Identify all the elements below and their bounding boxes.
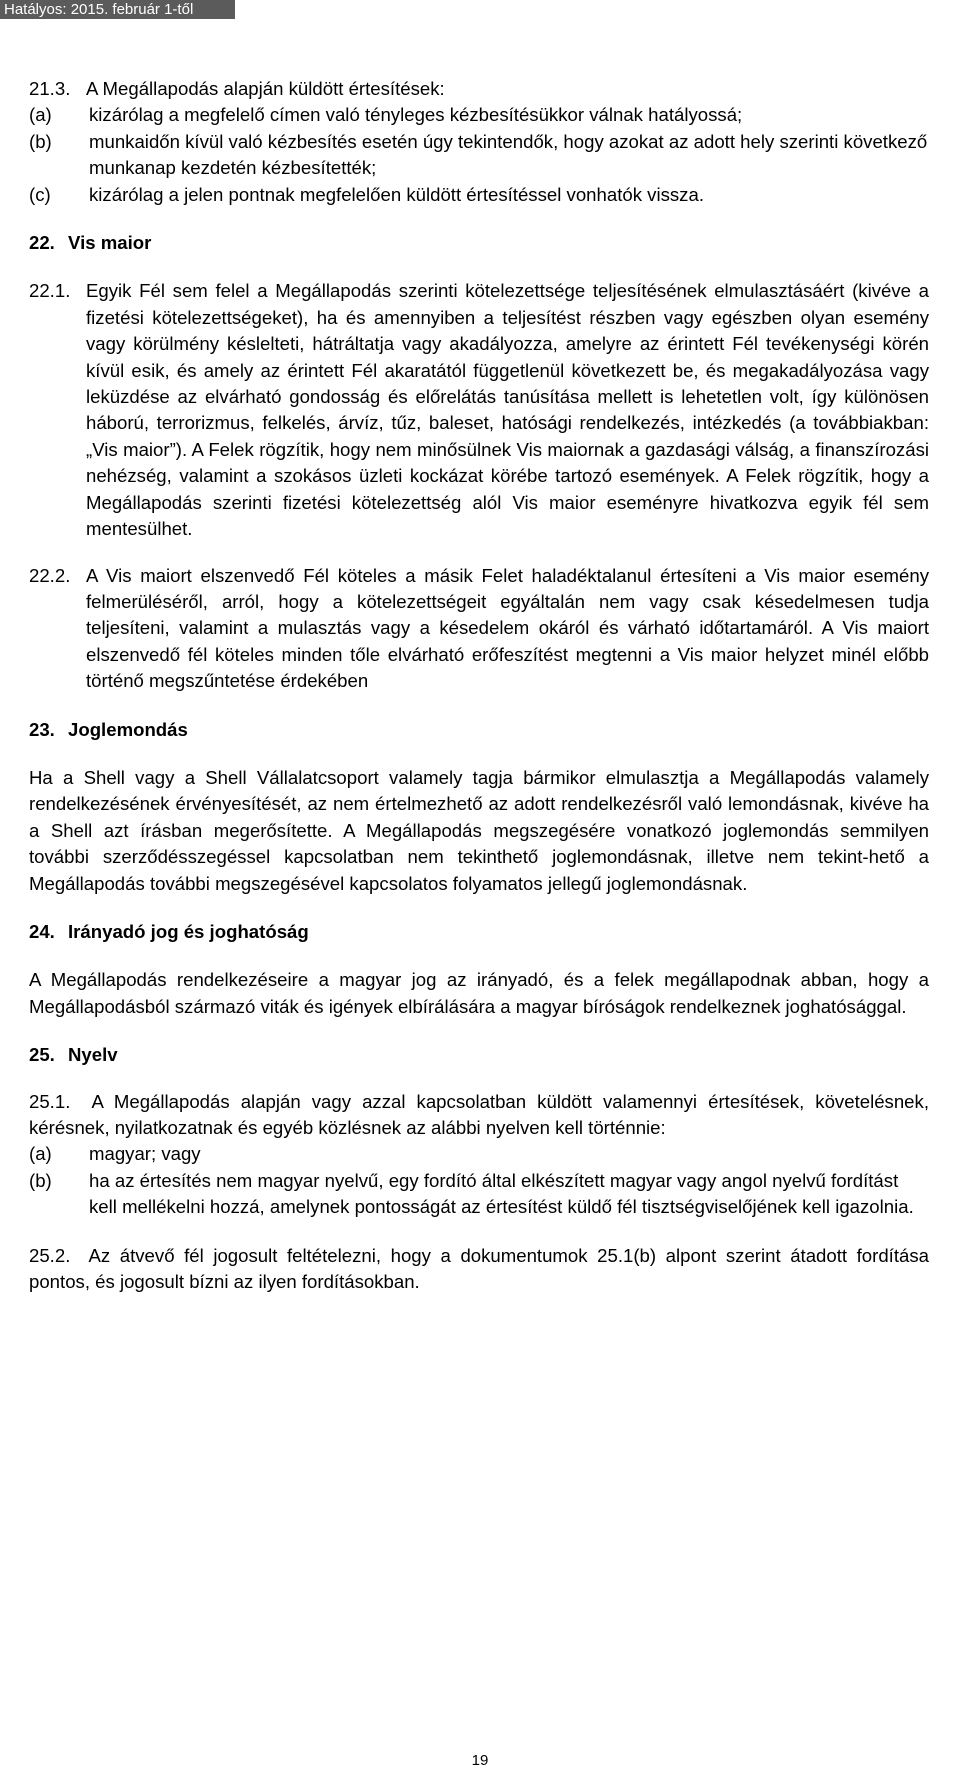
clause-25-1 [29, 1089, 929, 1142]
clause-number: 22.2. [29, 564, 71, 586]
clause-text: A Vis maiort elszenvedő Fél köteles a másik Felet haladéktalanul értesíteni a Vis maior esemény felmerüléséről, arról, hogy a kötelezettségeit egyáltalán nem vagy csak késedelmesen tudja teljesíteni, valamint a mulasztás vagy a késedelem okáról és várható időtartamáról. A Vis maiort elszenvedő fél köteles minden tőle elvárható erőfeszítést megtenni a Vis maior helyzet minél előbb történő megszűntetése érdekében [86, 564, 929, 692]
page-number: 19 [471, 1752, 489, 1769]
item-label: (a) [29, 1143, 52, 1165]
clause-22-2 [29, 563, 929, 695]
section-heading-24 [29, 919, 929, 945]
section-title: Joglemondás [68, 718, 188, 740]
list-item [29, 1168, 929, 1221]
clause-text: A Megállapodás alapján küldött értesítések: [86, 78, 445, 99]
clause-number: 22.1. [29, 280, 71, 302]
effective-date-header: Hatályos: 2015. február 1-től [0, 0, 235, 19]
clause-body: A Megállapodás alapján vagy azzal kapcsolatban küldött valamennyi értesítések, követelésnek, kérésnek, nyilatkozatnak és egyéb közlésnek az alábbi nyelven kell történnie: [29, 1090, 929, 1138]
section-text: A Megállapodás rendelkezéseire a magyar jog az irányadó, és a felek megállapodnak abban, hogy a Megállapodásból származó viták és igények elbírálására a magyar bíróságok rendelkeznek joghatósággal. [29, 969, 929, 1017]
item-label: (c) [29, 183, 51, 205]
section-heading-23 [29, 717, 929, 743]
item-text: kizárólag a megfelelő címen való tényleges kézbesítésükkor válnak hatályossá; [89, 104, 743, 126]
list-item [29, 182, 929, 208]
section-text: Ha a Shell vagy a Shell Vállalatcsoport valamely tagja bármikor elmulasztja a Megállapodás valamely rendelkezésének érvényesítését, az nem értelmezhető az adott rendelkezésről való lemondásnak, kivéve ha a Shell azt írásban megerősítette. A Megállapodás megszegésére vonatkozó joglemondás semmilyen további szerződésszegéssel kapcsolatban nem tekinthető joglemondásnak, illetve nem tekint-hető a Megállapodás további megszegésével kapcsolatos folyamatos jellegű joglemondásnak. [29, 766, 929, 894]
section-number: 24. [29, 920, 55, 942]
list-item [29, 1141, 929, 1167]
item-label: (b) [29, 1169, 52, 1191]
section-heading-22 [29, 230, 929, 256]
section-number: 25. [29, 1044, 55, 1066]
document-body [29, 76, 929, 1295]
section-number: 23. [29, 718, 55, 740]
section-title: Irányadó jog és joghatóság [68, 920, 309, 942]
item-text: munkaidőn kívül való kézbesítés esetén úgy tekintendők, hogy azokat az adott hely szerinti következő munkanap kezdetén kézbesítették; [89, 130, 928, 179]
item-label: (a) [29, 104, 52, 126]
item-text: ha az értesítés nem magyar nyelvű, egy fordító által elkészített magyar vagy angol nyelvű fordítást kell mellékelni hozzá, amelynek pontosságát az értesítést küldő fél tisztségviselőjének kell igazolnia. [89, 1169, 914, 1218]
clause-21-3 [29, 76, 929, 102]
clause-number: 25.2. [29, 1244, 71, 1266]
clause-text [29, 1243, 929, 1296]
clause-body: Az átvevő fél jogosult feltételezni, hogy a dokumentumok 25.1(b) alpont szerint átadott fordítása pontos, és jogosult bízni az ilyen fordításokban. [29, 1244, 929, 1293]
item-label: (b) [29, 130, 52, 152]
item-text: kizárólag a jelen pontnak megfelelően küldött értesítéssel vonhatók vissza. [89, 183, 704, 205]
section-number: 22. [29, 232, 55, 254]
section-title: Vis maior [68, 232, 152, 254]
clause-22-1 [29, 278, 929, 542]
clause-number: 21.3. [29, 78, 71, 99]
section-24-body [29, 967, 929, 1020]
list-item [29, 129, 929, 182]
section-heading-25 [29, 1042, 929, 1068]
section-title: Nyelv [68, 1044, 118, 1066]
section-23-body [29, 765, 929, 897]
clause-25-2 [29, 1243, 929, 1296]
clause-text [29, 1089, 929, 1142]
item-text: magyar; vagy [89, 1143, 201, 1165]
list-item [29, 102, 929, 128]
clause-text: Egyik Fél sem felel a Megállapodás szerinti kötelezettsége teljesítésének elmulasztásáért (kivéve a fizetési kötelezettségeket), ha és amennyiben a teljesítést részben vagy egészben olyan esemény vagy körülmény késlelteti, hátráltatja vagy akadályozza, amelyre az érintett Fél tevékenységi körén kívül esik, és amely az érintett Fél akaratától függetlenül következett be, és megakadályozása vagy leküzdése az elvárható gondosság és előrelátás tanúsítása mellett is lehetetlen volt, így különösen háború, terrorizmus, felkelés, árvíz, tűz, baleset, hatósági rendelkezés, intézkedés (a továbbiakban: „Vis maior”). A Felek rögzítik, hogy nem minősülnek Vis maiornak a gazdasági válság, a finanszírozási nehézség, valamint a szokásos üzleti kockázat körébe tartozó események. A Felek rögzítik, hogy a Megállapodás szerinti fizetési kötelezettség alól Vis maior eseményre hivatkozva egyik fél sem mentesülhet. [86, 280, 929, 540]
clause-number: 25.1. [29, 1090, 71, 1112]
